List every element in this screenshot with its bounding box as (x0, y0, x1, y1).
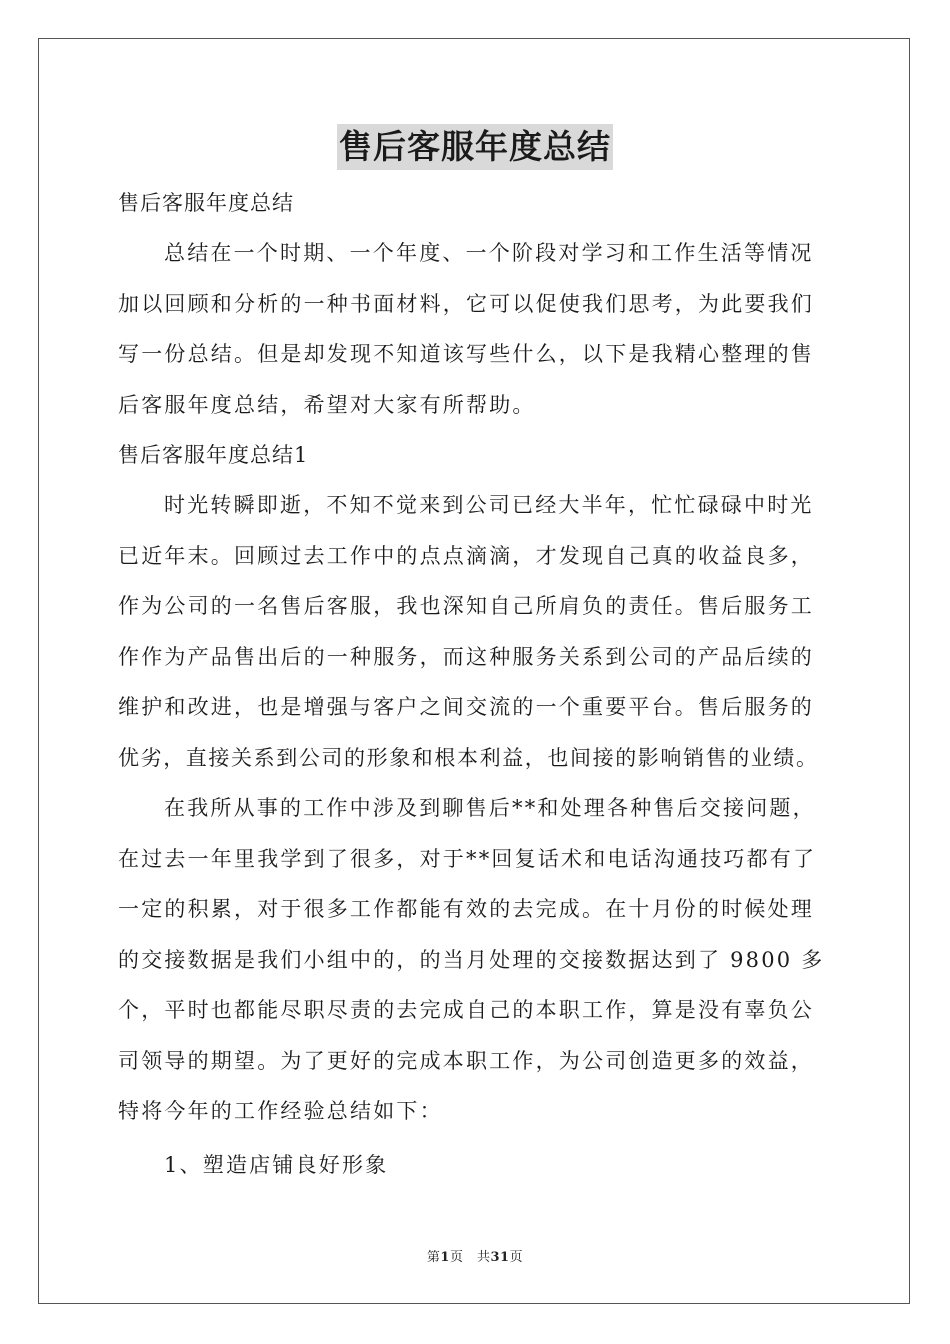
list-item: 1、塑造店铺良好形象 (164, 1152, 389, 1177)
footer-suffix: 页 (509, 1250, 524, 1265)
footer-mid: 页 共 (449, 1250, 491, 1265)
intro-line: 加以回顾和分析的一种书面材料，它可以促使我们思考，为此要我们 (118, 291, 814, 316)
paragraph-line: 在过去一年里我学到了很多，对于**回复话术和电话沟通技巧都有了 (118, 846, 817, 871)
paragraph-line: 个，平时也都能尽职尽责的去完成自己的本职工作，算是没有辜负公 (118, 998, 814, 1022)
paragraph-line: 优劣，直接关系到公司的形象和根本利益，也间接的影响销售的业绩。 (118, 745, 819, 770)
paragraph-line: 时光转瞬即逝，不知不觉来到公司已经大半年，忙忙碌碌中时光 (164, 493, 814, 517)
paragraph-line: 的交接数据是我们小组中的，的当月处理的交接数据达到了 9800 多 (118, 947, 825, 972)
footer-current-page: 1 (440, 1250, 450, 1265)
footer-prefix: 第 (426, 1250, 441, 1265)
paragraph-line: 在我所从事的工作中涉及到聊售后**和处理各种售后交接问题， (164, 796, 816, 820)
document-subtitle: 售后客服年度总结 (118, 191, 294, 215)
document-body (118, 178, 834, 1190)
footer-total-pages: 31 (490, 1250, 510, 1265)
paragraph-line: 司领导的期望。为了更好的完成本职工作，为公司创造更多的效益， (118, 1048, 814, 1073)
intro-line: 写一份总结。但是却发现不知道该写些什么，以下是我精心整理的售 (118, 342, 814, 366)
document-title: 售后客服年度总结 (337, 124, 613, 170)
paragraph-line: 作作为产品售出后的一种服务，而这种服务关系到公司的产品后续的 (118, 644, 814, 669)
paragraph-line: 作为公司的一名售后客服，我也深知自己所肩负的责任。售后服务工 (118, 594, 814, 618)
title-block (0, 124, 950, 170)
paragraph-line: 已近年末。回顾过去工作中的点点滴滴，才发现自己真的收益良多， (118, 543, 814, 568)
section-heading: 售后客服年度总结1 (118, 443, 309, 467)
paragraph-line: 维护和改进，也是增强与客户之间交流的一个重要平台。售后服务的 (118, 695, 814, 719)
intro-line: 后客服年度总结，希望对大家有所帮助。 (118, 392, 536, 417)
paragraph-line: 特将今年的工作经验总结如下： (118, 1099, 443, 1123)
intro-line: 总结在一个时期、一个年度、一个阶段对学习和工作生活等情况 (164, 241, 814, 265)
page-footer (0, 1246, 950, 1265)
paragraph-line: 一定的积累，对于很多工作都能有效的去完成。在十月份的时候处理 (118, 897, 814, 921)
